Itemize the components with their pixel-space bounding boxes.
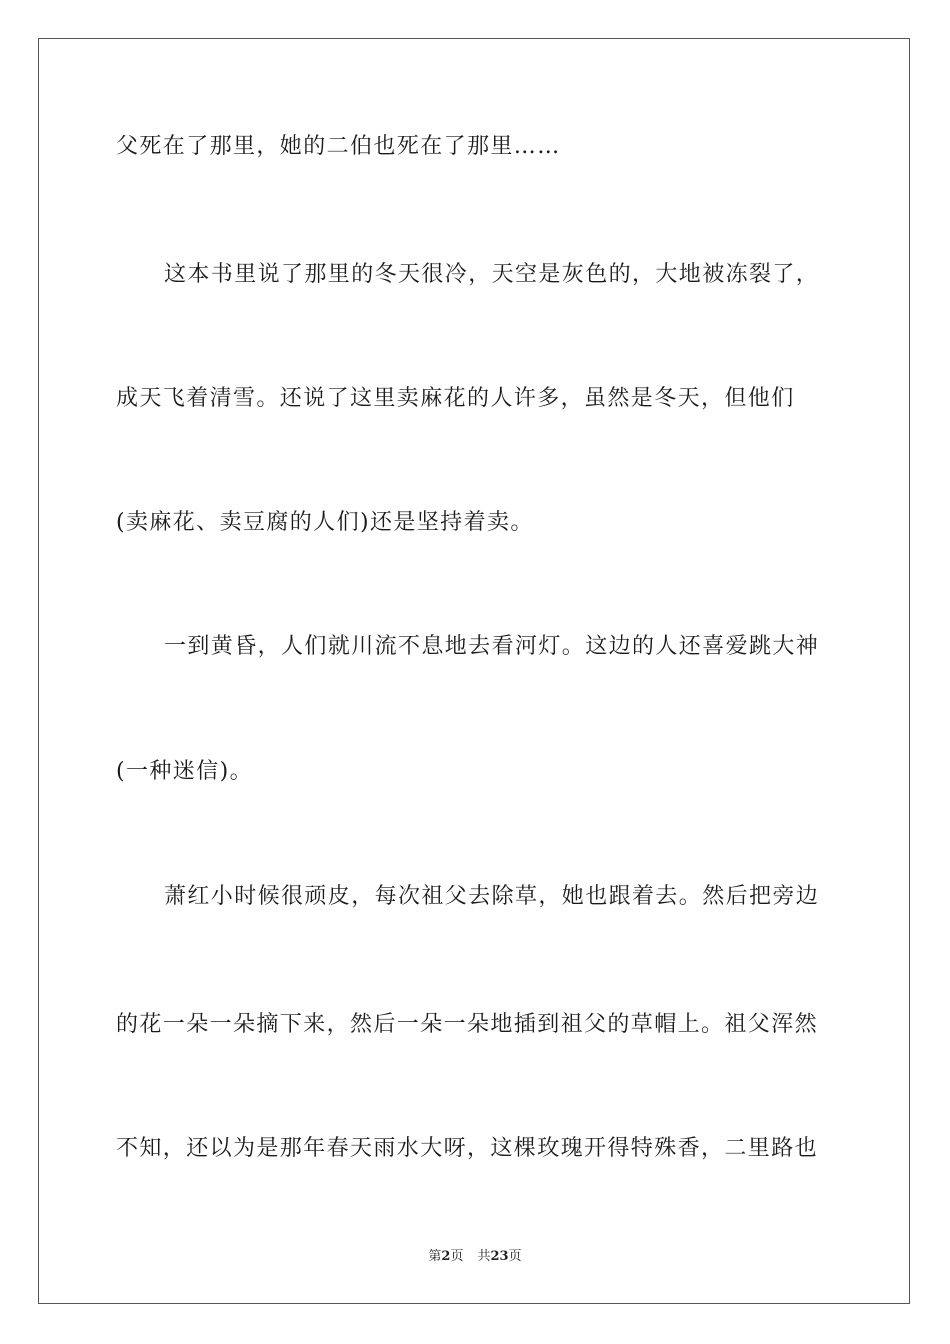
footer-total-pages: 23 <box>490 1249 509 1264</box>
text-line-4: (卖麻花、卖豆腐的人们)还是坚持着卖。 <box>116 510 534 535</box>
text-line-5: 一到黄昏，人们就川流不息地去看河灯。这边的人还喜爱跳大神 <box>164 634 820 659</box>
footer-page-number: 2 <box>441 1249 451 1264</box>
text-line-3: 成天飞着清雪。还说了这里卖麻花的人许多，虽然是冬天，但他们 <box>116 386 795 411</box>
text-line-1: 父死在了那里，她的二伯也死在了那里…… <box>116 134 561 159</box>
text-line-8: 的花一朵一朵摘下来，然后一朵一朵地插到祖父的草帽上。祖父浑然 <box>116 1012 819 1037</box>
text-line-2: 这本书里说了那里的冬天很冷，天空是灰色的，大地被冻裂了， <box>164 262 820 287</box>
text-line-7: 萧红小时候很顽皮，每次祖父去除草，她也跟着去。然后把旁边 <box>164 884 820 909</box>
footer-total-prefix: 共 <box>477 1249 491 1264</box>
text-line-9: 不知，还以为是那年春天雨水大呀，这棵玫瑰开得特殊香，二里路也 <box>116 1136 819 1161</box>
page-border <box>38 38 910 1304</box>
text-line-6: (一种迷信)。 <box>116 759 253 784</box>
footer-page-suffix: 页 <box>450 1249 464 1264</box>
page-footer <box>0 1248 950 1266</box>
footer-total-suffix: 页 <box>508 1249 522 1264</box>
footer-page-prefix: 第 <box>428 1249 442 1264</box>
